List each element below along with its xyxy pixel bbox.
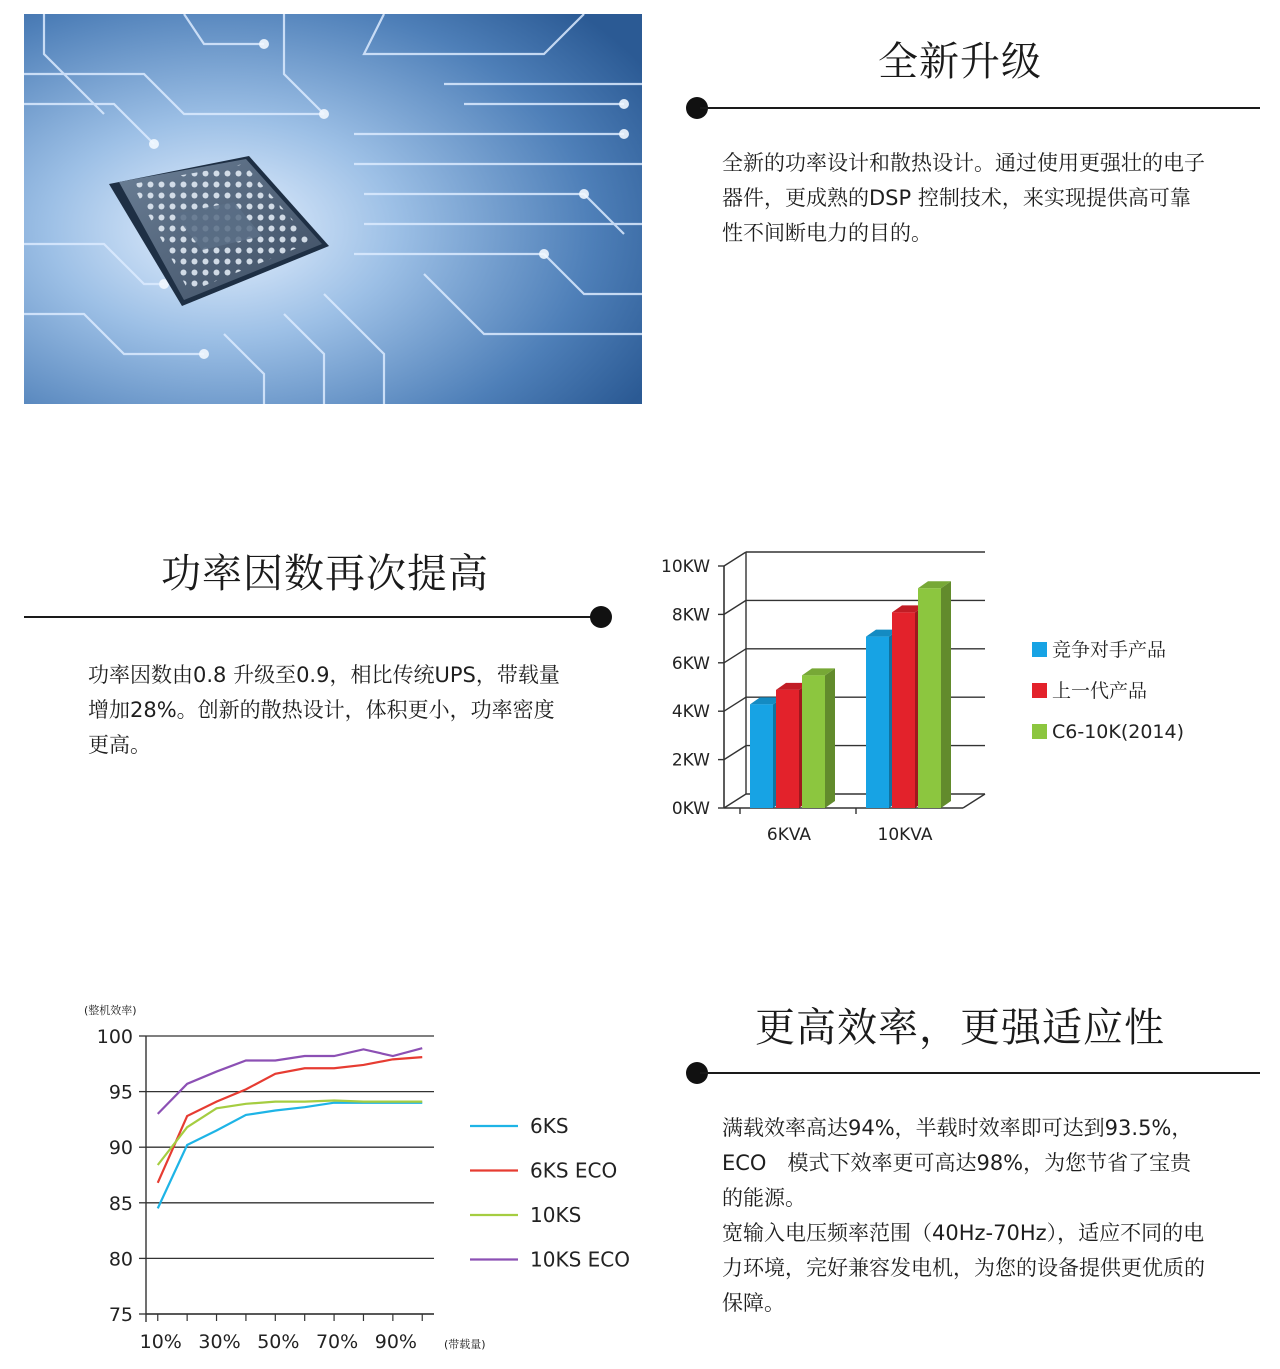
y-tick-label: 85 xyxy=(108,1192,133,1215)
x-tick-label: 30% xyxy=(198,1331,241,1353)
bar-front xyxy=(802,675,825,808)
section1-body: 全新的功率设计和散热设计。通过使用更强壮的电子器件，更成熟的DSP 控制技术，来实现提供高可靠性不间断电力的目的。 xyxy=(722,151,1205,245)
grid-depth-line xyxy=(724,746,746,760)
y-tick-label: 4KW xyxy=(671,702,710,723)
y-tick-label: 8KW xyxy=(671,605,710,626)
section3-divider xyxy=(700,1072,1260,1074)
x-tick-label: 90% xyxy=(374,1331,417,1353)
legend-label: 竞争对手产品 xyxy=(1052,639,1167,661)
bar-front xyxy=(750,704,773,808)
grid-depth-line xyxy=(724,649,746,663)
y-tick-label: 100 xyxy=(96,1026,133,1048)
bar-front xyxy=(918,588,941,808)
section2-title: 功率因数再次提高 xyxy=(161,551,489,597)
legend-swatch xyxy=(1032,642,1047,657)
x-tick-label: 10% xyxy=(139,1331,182,1353)
y-axis-title: (整机效率) xyxy=(84,1004,137,1017)
circuit-board-image xyxy=(24,14,642,404)
power-bar-chart xyxy=(640,540,1260,860)
section3-body-line-1: 满载效率高达94%，半载时效率即可达到93.5%，ECO 模式下效率更可高达98%，为您节省了宝贵的能源。 xyxy=(722,1116,1193,1210)
bar-front xyxy=(892,612,915,808)
y-tick-label: 95 xyxy=(108,1081,133,1104)
section2-divider-dot xyxy=(590,606,612,628)
legend-label: 10KS ECO xyxy=(530,1247,630,1272)
section3-body xyxy=(722,1111,1206,1321)
legend-label: 上一代产品 xyxy=(1052,680,1148,702)
y-tick-label: 10KW xyxy=(661,557,710,577)
x-tick-label: 70% xyxy=(315,1331,359,1353)
grid-depth-line xyxy=(724,794,746,808)
grid-depth-line xyxy=(724,552,746,566)
floor-edge xyxy=(963,794,985,808)
bar xyxy=(802,668,835,808)
section1-divider xyxy=(700,107,1260,109)
x-axis-title: (带载量) xyxy=(444,1338,486,1351)
series-line xyxy=(158,1048,422,1114)
section2-body: 功率因数由0.8 升级至0.9，相比传统UPS，带载量增加28%。创新的散热设计，体积更小，功率密度更高。 xyxy=(88,663,560,757)
x-tick-label: 10KVA xyxy=(877,825,933,845)
section3-body-line-2: 宽输入电压频率范围（40Hz-70Hz），适应不同的电力环境，完好兼容发电机，为您的设备提供更优质的保障。 xyxy=(722,1221,1205,1315)
legend-swatch xyxy=(1032,683,1047,698)
section1-title: 全新升级 xyxy=(878,39,1042,85)
y-tick-label: 90 xyxy=(108,1137,133,1160)
y-tick-label: 6KW xyxy=(671,653,710,674)
section3-title: 更高效率，更强适应性 xyxy=(755,1005,1165,1051)
y-tick-label: 2KW xyxy=(671,750,710,771)
legend-label: C6-10K(2014) xyxy=(1052,721,1185,743)
bar xyxy=(918,581,951,808)
grid-depth-line xyxy=(724,697,746,711)
legend-label: 10KS xyxy=(530,1203,582,1227)
section2-divider xyxy=(24,616,596,618)
y-tick-label: 0KW xyxy=(671,799,710,819)
y-tick-label: 75 xyxy=(108,1304,133,1326)
legend-swatch xyxy=(1032,724,1047,739)
series-line xyxy=(158,1103,422,1209)
bar-side xyxy=(825,668,835,808)
efficiency-line-chart xyxy=(60,996,660,1369)
bar-front xyxy=(776,690,799,808)
x-tick-label: 6KVA xyxy=(766,825,812,845)
x-tick-label: 50% xyxy=(257,1331,300,1353)
grid-depth-line xyxy=(724,600,746,614)
legend-label: 6KS xyxy=(530,1114,569,1138)
y-tick-label: 80 xyxy=(108,1248,133,1271)
bar-side xyxy=(941,581,951,808)
legend-label: 6KS ECO xyxy=(530,1158,618,1183)
bar-front xyxy=(866,637,889,808)
